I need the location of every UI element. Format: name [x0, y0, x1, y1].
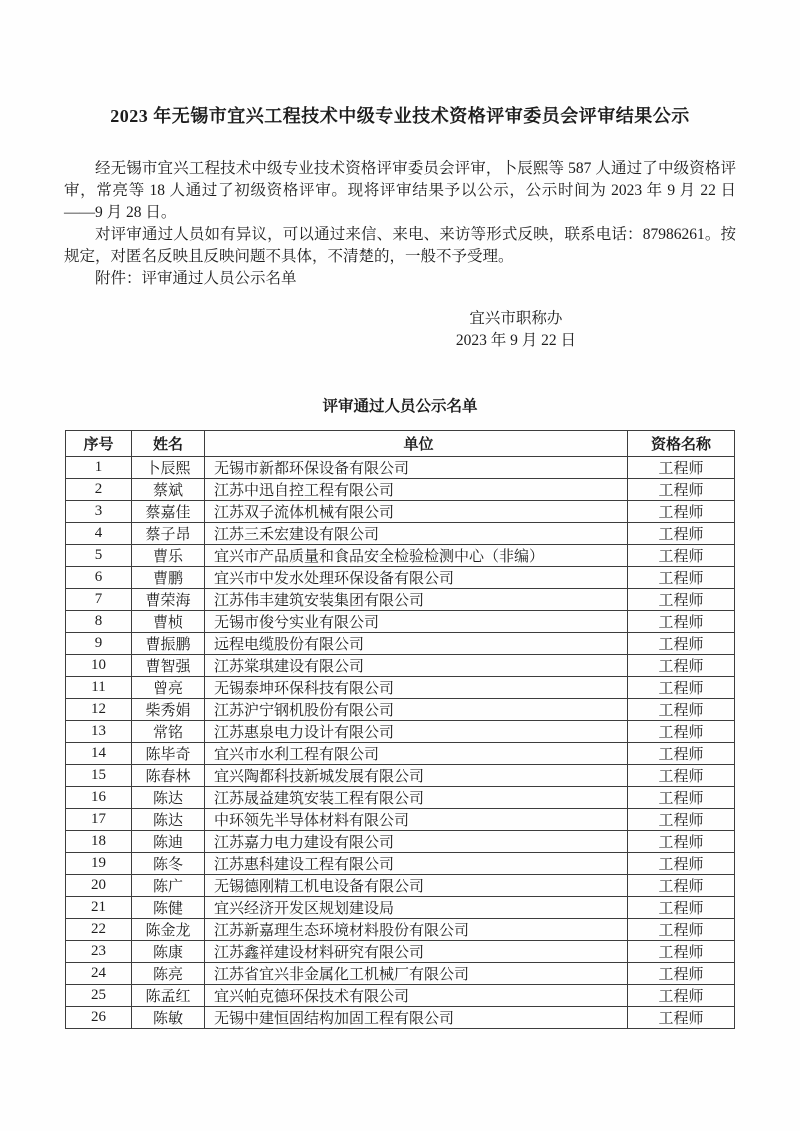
cell-person-name: 曹振鹏: [132, 633, 205, 655]
cell-serial-number: 10: [66, 655, 132, 677]
cell-qualification: 工程师: [628, 941, 735, 963]
cell-qualification: 工程师: [628, 875, 735, 897]
cell-company: 无锡市俊兮实业有限公司: [205, 611, 628, 633]
table-row: [66, 765, 735, 787]
cell-qualification: 工程师: [628, 963, 735, 985]
table-row: [66, 699, 735, 721]
header-company: 单位: [205, 431, 628, 457]
cell-serial-number: 4: [66, 523, 132, 545]
cell-qualification: 工程师: [628, 589, 735, 611]
cell-company: 无锡中建恒固结构加固工程有限公司: [205, 1007, 628, 1029]
cell-person-name: 常铭: [132, 721, 205, 743]
cell-serial-number: 26: [66, 1007, 132, 1029]
table-row: [66, 919, 735, 941]
cell-person-name: 曹鹏: [132, 567, 205, 589]
cell-person-name: 陈春林: [132, 765, 205, 787]
header-person-name: 姓名: [132, 431, 205, 457]
paragraph-objection: 对评审通过人员如有异议，可以通过来信、来电、来访等形式反映，联系电话：87986261。按规定，对匿名反映且反映问题不具体，不清楚的，一般不予受理。: [64, 226, 736, 265]
cell-serial-number: 16: [66, 787, 132, 809]
cell-serial-number: 14: [66, 743, 132, 765]
cell-person-name: 陈金龙: [132, 919, 205, 941]
table-row: [66, 831, 735, 853]
cell-serial-number: 24: [66, 963, 132, 985]
cell-serial-number: 12: [66, 699, 132, 721]
cell-company: 江苏嘉力电力建设有限公司: [205, 831, 628, 853]
cell-qualification: 工程师: [628, 985, 735, 1007]
cell-qualification: 工程师: [628, 1007, 735, 1029]
cell-company: 江苏鑫祥建设材料研究有限公司: [205, 941, 628, 963]
results-table: [65, 430, 735, 1029]
cell-person-name: 曹乐: [132, 545, 205, 567]
cell-qualification: 工程师: [628, 787, 735, 809]
cell-person-name: 柴秀娟: [132, 699, 205, 721]
table-row: [66, 457, 735, 479]
cell-qualification: 工程师: [628, 567, 735, 589]
results-table-body: [66, 457, 735, 1029]
header-qualification: 资格名称: [628, 431, 735, 457]
cell-person-name: 陈达: [132, 787, 205, 809]
cell-serial-number: 7: [66, 589, 132, 611]
table-row: [66, 545, 735, 567]
cell-company: 宜兴市产品质量和食品安全检验检测中心（非编）: [205, 545, 628, 567]
cell-serial-number: 25: [66, 985, 132, 1007]
cell-serial-number: 19: [66, 853, 132, 875]
cell-serial-number: 11: [66, 677, 132, 699]
cell-company: 中环领先半导体材料有限公司: [205, 809, 628, 831]
cell-company: 无锡德刚精工机电设备有限公司: [205, 875, 628, 897]
table-row: [66, 875, 735, 897]
cell-company: 宜兴帕克德环保技术有限公司: [205, 985, 628, 1007]
cell-qualification: 工程师: [628, 853, 735, 875]
cell-person-name: 陈康: [132, 941, 205, 963]
cell-serial-number: 8: [66, 611, 132, 633]
cell-qualification: 工程师: [628, 721, 735, 743]
cell-person-name: 曹荣海: [132, 589, 205, 611]
cell-serial-number: 1: [66, 457, 132, 479]
table-row: [66, 589, 735, 611]
paragraph-attachment: 附件：评审通过人员公示名单: [95, 270, 297, 287]
cell-company: 宜兴陶都科技新城发展有限公司: [205, 765, 628, 787]
cell-person-name: 卜辰熙: [132, 457, 205, 479]
table-row: [66, 743, 735, 765]
cell-company: 宜兴经济开发区规划建设局: [205, 897, 628, 919]
cell-qualification: 工程师: [628, 831, 735, 853]
document-body: [64, 158, 736, 290]
cell-company: 江苏三禾宏建设有限公司: [205, 523, 628, 545]
table-row: [66, 985, 735, 1007]
cell-company: 江苏惠泉电力设计有限公司: [205, 721, 628, 743]
cell-serial-number: 18: [66, 831, 132, 853]
cell-serial-number: 2: [66, 479, 132, 501]
table-row: [66, 853, 735, 875]
cell-person-name: 蔡嘉佳: [132, 501, 205, 523]
cell-company: 江苏双子流体机械有限公司: [205, 501, 628, 523]
cell-serial-number: 20: [66, 875, 132, 897]
cell-company: 江苏棠琪建设有限公司: [205, 655, 628, 677]
cell-qualification: 工程师: [628, 545, 735, 567]
cell-qualification: 工程师: [628, 743, 735, 765]
cell-person-name: 曹智强: [132, 655, 205, 677]
table-title: 评审通过人员公示名单: [322, 398, 478, 415]
table-row: [66, 567, 735, 589]
cell-person-name: 陈迪: [132, 831, 205, 853]
cell-serial-number: 17: [66, 809, 132, 831]
signature-date: 2023 年 9 月 22 日: [455, 332, 576, 349]
cell-qualification: 工程师: [628, 523, 735, 545]
header-serial-number: 序号: [66, 431, 132, 457]
cell-qualification: 工程师: [628, 919, 735, 941]
header-row: [66, 431, 735, 457]
cell-qualification: 工程师: [628, 501, 735, 523]
cell-company: 宜兴市中发水处理环保设备有限公司: [205, 567, 628, 589]
cell-company: 江苏沪宁钢机股份有限公司: [205, 699, 628, 721]
cell-qualification: 工程师: [628, 765, 735, 787]
table-row: [66, 523, 735, 545]
cell-serial-number: 23: [66, 941, 132, 963]
cell-person-name: 曾亮: [132, 677, 205, 699]
cell-qualification: 工程师: [628, 655, 735, 677]
cell-person-name: 陈亮: [132, 963, 205, 985]
cell-serial-number: 5: [66, 545, 132, 567]
cell-company: 江苏中迅自控工程有限公司: [205, 479, 628, 501]
cell-company: 江苏新嘉理生态环境材料股份有限公司: [205, 919, 628, 941]
paragraph-announcement: 经无锡市宜兴工程技术中级专业技术资格评审委员会评审，卜辰熙等 587 人通过了中级资格评审，常亮等 18 人通过了初级资格评审。现将评审结果予以公示，公示时间为 2023 年 9 月 22 日——9 月 28 日。: [64, 160, 736, 221]
document-title: 2023 年无锡市宜兴工程技术中级专业技术资格评审委员会评审结果公示: [110, 106, 690, 126]
cell-serial-number: 22: [66, 919, 132, 941]
cell-serial-number: 9: [66, 633, 132, 655]
cell-person-name: 陈毕奇: [132, 743, 205, 765]
cell-serial-number: 13: [66, 721, 132, 743]
cell-person-name: 陈冬: [132, 853, 205, 875]
signature-block: [456, 308, 576, 352]
table-row: [66, 611, 735, 633]
table-row: [66, 1007, 735, 1029]
cell-person-name: 陈孟红: [132, 985, 205, 1007]
cell-qualification: 工程师: [628, 457, 735, 479]
cell-company: 宜兴市水利工程有限公司: [205, 743, 628, 765]
cell-serial-number: 6: [66, 567, 132, 589]
cell-person-name: 蔡斌: [132, 479, 205, 501]
cell-qualification: 工程师: [628, 809, 735, 831]
cell-person-name: 陈达: [132, 809, 205, 831]
cell-company: 江苏晟益建筑安装工程有限公司: [205, 787, 628, 809]
table-row: [66, 501, 735, 523]
signature-office: 宜兴市职称办: [469, 310, 563, 327]
cell-company: 无锡泰坤环保科技有限公司: [205, 677, 628, 699]
cell-person-name: 蔡子昂: [132, 523, 205, 545]
table-row: [66, 787, 735, 809]
cell-qualification: 工程师: [628, 611, 735, 633]
table-row: [66, 897, 735, 919]
cell-person-name: 曹桢: [132, 611, 205, 633]
table-row: [66, 655, 735, 677]
cell-person-name: 陈敏: [132, 1007, 205, 1029]
cell-company: 江苏惠科建设工程有限公司: [205, 853, 628, 875]
cell-qualification: 工程师: [628, 479, 735, 501]
cell-person-name: 陈健: [132, 897, 205, 919]
cell-company: 江苏省宜兴非金属化工机械厂有限公司: [205, 963, 628, 985]
cell-qualification: 工程师: [628, 699, 735, 721]
cell-serial-number: 3: [66, 501, 132, 523]
table-row: [66, 809, 735, 831]
table-row: [66, 941, 735, 963]
cell-person-name: 陈广: [132, 875, 205, 897]
cell-qualification: 工程师: [628, 633, 735, 655]
cell-qualification: 工程师: [628, 897, 735, 919]
cell-company: 远程电缆股份有限公司: [205, 633, 628, 655]
table-row: [66, 721, 735, 743]
table-row: [66, 677, 735, 699]
table-row: [66, 479, 735, 501]
cell-company: 江苏伟丰建筑安装集团有限公司: [205, 589, 628, 611]
cell-qualification: 工程师: [628, 677, 735, 699]
results-table-head: [66, 431, 735, 457]
cell-serial-number: 21: [66, 897, 132, 919]
table-row: [66, 633, 735, 655]
table-row: [66, 963, 735, 985]
cell-company: 无锡市新都环保设备有限公司: [205, 457, 628, 479]
cell-serial-number: 15: [66, 765, 132, 787]
